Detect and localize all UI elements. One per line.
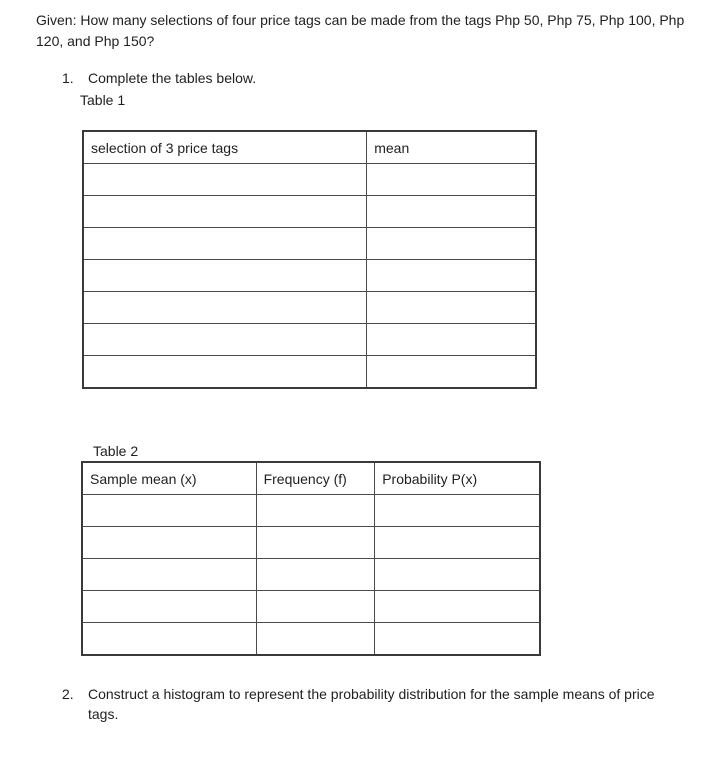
table-2-caption: Table 2 [93,443,139,459]
table-row [83,164,536,196]
question-2-text: Construct a histogram to represent the probability distribution for the sample means of price tags. [88,686,655,722]
table1-cell[interactable] [367,292,536,324]
given-statement: Given: How many selections of four price tags can be made from the tags Php 50, Php 75, Php 100, Php 120, and Php 150? [36,12,685,49]
table-row [82,591,540,623]
table2-cell[interactable] [256,623,375,656]
table1-cell[interactable] [83,324,367,356]
table2-cell[interactable] [375,527,540,559]
question-2 [62,684,682,724]
question-1 [62,68,256,88]
table2-cell[interactable] [82,591,256,623]
table1-cell[interactable] [367,324,536,356]
table-row [83,260,536,292]
table-row [82,559,540,591]
table1-cell[interactable] [83,260,367,292]
table1-cell[interactable] [367,228,536,260]
table-1-header-mean: mean [367,131,536,164]
table1-cell[interactable] [83,228,367,260]
table2-cell[interactable] [375,559,540,591]
table-1 [82,130,537,389]
table-row [83,324,536,356]
table2-cell[interactable] [256,591,375,623]
table-2-header-sample-mean: Sample mean (x) [82,462,256,495]
table-row [83,196,536,228]
table1-cell[interactable] [367,164,536,196]
table-row [82,527,540,559]
table-2-header-row [82,462,540,495]
table2-cell[interactable] [82,559,256,591]
table-row [83,356,536,389]
table-row [82,495,540,527]
table1-cell[interactable] [83,196,367,228]
table-1-caption: Table 1 [80,92,126,108]
question-2-number: 2. [62,686,74,702]
table1-cell[interactable] [367,260,536,292]
table-row [82,623,540,656]
question-1-number: 1. [62,70,74,86]
table-row [83,292,536,324]
table-2 [81,461,541,656]
table2-cell[interactable] [375,495,540,527]
table-row [83,228,536,260]
table1-cell[interactable] [83,164,367,196]
table2-cell[interactable] [82,495,256,527]
table2-cell[interactable] [256,527,375,559]
table-1-header-row [83,131,536,164]
table2-cell[interactable] [375,591,540,623]
table1-cell[interactable] [83,292,367,324]
table2-cell[interactable] [256,559,375,591]
table2-cell[interactable] [82,623,256,656]
table1-cell[interactable] [367,196,536,228]
table2-cell[interactable] [375,623,540,656]
table-2-header-frequency: Frequency (f) [256,462,375,495]
table-1-header-selection: selection of 3 price tags [83,131,367,164]
table1-cell[interactable] [83,356,367,389]
question-1-text: Complete the tables below. [88,70,257,86]
table1-cell[interactable] [367,356,536,389]
table2-cell[interactable] [256,495,375,527]
table-2-header-probability: Probability P(x) [375,462,540,495]
table2-cell[interactable] [82,527,256,559]
